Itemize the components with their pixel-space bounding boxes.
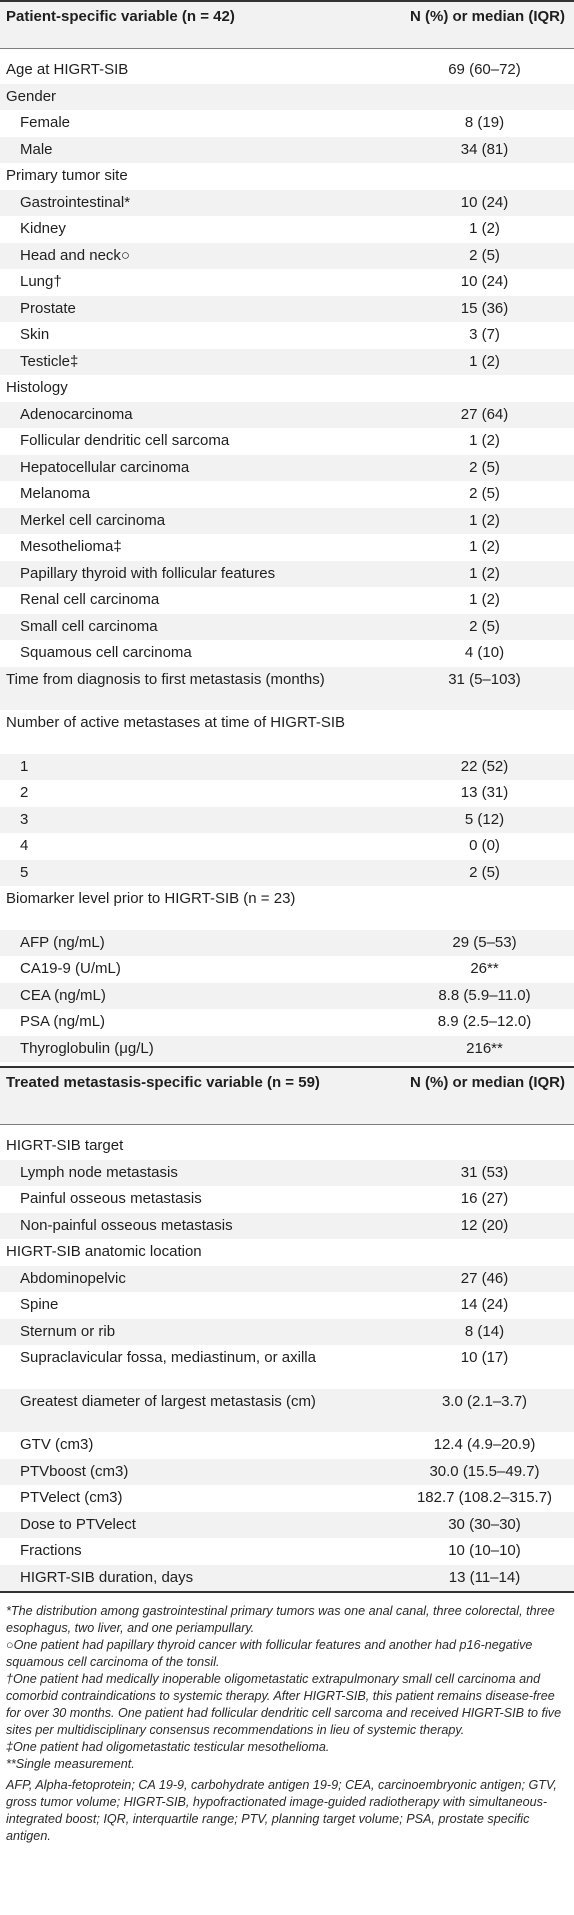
row-label: HIGRT-SIB target [6, 1137, 124, 1154]
row-label: 1 [20, 757, 29, 775]
row-value: 16 (27) [460, 1190, 509, 1207]
row-label: Squamous cell carcinoma [20, 644, 192, 661]
table-row [0, 57, 574, 84]
table-row [0, 930, 574, 957]
row-value: 13 (31) [460, 784, 509, 801]
row-label: Spine [20, 1296, 59, 1313]
row-label: Sternum or rib [20, 1322, 116, 1340]
table-row [0, 508, 574, 535]
footnote: *The distribution among gastrointestinal primary tumors was one anal canal, three colorectal, three esophagus, two liver, and one periampullary. [6, 1604, 555, 1635]
table-row [0, 956, 574, 983]
row-label: Supraclavicular fossa, mediastinum, or axilla [20, 1349, 316, 1366]
table-row [0, 1538, 574, 1565]
patient-header-stat: N (%) or median (IQR) [409, 8, 565, 25]
table-row [0, 269, 574, 296]
row-label: Abdominopelvic [20, 1269, 126, 1287]
table-row [0, 216, 574, 243]
row-label: Female [20, 114, 71, 131]
row-label: PTVboost (cm3) [20, 1462, 129, 1480]
row-label: Small cell carcinoma [20, 617, 158, 635]
row-label: Prostate [20, 299, 76, 317]
row-value: 1 (2) [469, 591, 500, 608]
table-row [0, 190, 574, 217]
row-label: Lung† [20, 273, 62, 290]
row-label: Gender [6, 87, 57, 105]
table-row [0, 1186, 574, 1213]
row-label: CEA (ng/mL) [20, 986, 106, 1004]
row-label: PTVelect (cm3) [20, 1489, 123, 1506]
table-row [0, 322, 574, 349]
table-row [0, 1266, 574, 1293]
row-label: Follicular dendritic cell sarcoma [20, 432, 230, 449]
row-label: GTV (cm3) [20, 1436, 94, 1453]
row-value: 31 (53) [460, 1163, 509, 1181]
row-value: 1 (2) [469, 511, 500, 529]
table-row [0, 1213, 574, 1240]
row-label: PSA (ng/mL) [20, 1013, 106, 1030]
table-row [0, 754, 574, 781]
footnote: ‡One patient had oligometastatic testicular mesothelioma. [6, 1740, 330, 1754]
table-row [0, 983, 574, 1010]
table-row [0, 455, 574, 482]
table-row [0, 561, 574, 588]
row-label: Age at HIGRT-SIB [6, 61, 129, 78]
table-row [0, 710, 574, 754]
row-value: 8 (14) [464, 1322, 505, 1340]
table-row [0, 296, 574, 323]
table-row [0, 614, 574, 641]
row-value: 1 (2) [469, 564, 500, 582]
abbreviations: AFP, Alpha-fetoprotein; CA 19-9, carbohydrate antigen 19-9; CEA, carcinoembryonic antigen; GTV, gross tumor volume; HIGRT-SIB, hypofractionated image-guided radiotherapy with simultaneous-integrated boost; IQR, interquartile range; PTV, planning target volume; PSA, prostate specific antigen. [6, 1778, 557, 1843]
table-row [0, 1319, 574, 1346]
row-value [395, 714, 574, 731]
row-label: Time from diagnosis to first metastasis (months) [6, 670, 325, 688]
row-label: Non-painful osseous metastasis [20, 1216, 233, 1234]
row-label: Painful osseous metastasis [20, 1190, 202, 1207]
row-value: 2 (5) [469, 246, 500, 264]
treated-header-row [0, 1066, 574, 1125]
row-value: 1 (2) [469, 352, 500, 370]
table-row [0, 1036, 574, 1063]
row-label: Fractions [20, 1542, 82, 1559]
row-label: 3 [20, 810, 29, 828]
row-label: 5 [20, 863, 29, 881]
table-row [0, 110, 574, 137]
row-label: Papillary thyroid with follicular features [20, 564, 276, 582]
table-row [0, 886, 574, 930]
table-row [0, 1512, 574, 1539]
table-row [0, 640, 574, 667]
footnote: **Single measurement. [6, 1757, 135, 1771]
treated-header-stat: N (%) or median (IQR) [409, 1074, 565, 1091]
row-value: 3 (7) [469, 326, 500, 343]
header-gap-2 [0, 1125, 574, 1133]
table-row [0, 243, 574, 270]
row-label: Histology [6, 379, 68, 396]
row-value: 10 (10–10) [448, 1542, 521, 1559]
table-row [0, 1239, 574, 1266]
footnote-list [6, 1603, 568, 1773]
row-value: 14 (24) [460, 1296, 509, 1313]
table-row [0, 1345, 574, 1389]
footnote: ○One patient had papillary thyroid cancer with follicular features and another had p16-negative squamous cell carcinoma of the tonsil. [6, 1638, 533, 1669]
table-row [0, 1565, 574, 1592]
row-label: 2 [20, 784, 29, 801]
footnotes [0, 1591, 574, 1845]
table-row [0, 1459, 574, 1486]
row-value: 27 (64) [460, 405, 509, 423]
row-value: 0 (0) [469, 837, 500, 854]
row-label: Kidney [20, 220, 66, 237]
table-row [0, 1432, 574, 1459]
row-value: 5 (12) [464, 810, 505, 828]
table-row [0, 137, 574, 164]
row-label: Mesothelioma‡ [20, 538, 122, 555]
row-value: 12 (20) [460, 1216, 509, 1234]
row-value: 1 (2) [469, 220, 500, 237]
row-value: 2 (5) [469, 863, 500, 881]
row-value: 1 (2) [469, 432, 500, 449]
row-label: Gastrointestinal* [20, 193, 131, 211]
row-value: 69 (60–72) [448, 61, 521, 78]
row-label: AFP (ng/mL) [20, 933, 105, 951]
row-value: 8.9 (2.5–12.0) [437, 1013, 532, 1030]
row-label: Adenocarcinoma [20, 405, 133, 423]
table-row [0, 481, 574, 508]
table-row [0, 1485, 574, 1512]
row-label: Primary tumor site [6, 167, 128, 184]
row-label: HIGRT-SIB duration, days [20, 1568, 194, 1586]
table-row [0, 402, 574, 429]
row-value: 15 (36) [460, 299, 509, 317]
table-row [0, 1133, 574, 1160]
table-row [0, 807, 574, 834]
table-row [0, 667, 574, 711]
row-value: 22 (52) [460, 757, 509, 775]
table-row [0, 860, 574, 887]
row-value: 10 (24) [460, 273, 509, 290]
row-value: 30 (30–30) [448, 1515, 521, 1533]
row-label: Greatest diameter of largest metastasis (cm) [20, 1392, 316, 1410]
row-value: 2 (5) [469, 458, 500, 476]
row-label: CA19-9 (U/mL) [20, 960, 121, 977]
row-value: 2 (5) [469, 617, 500, 635]
row-value: 31 (5–103) [448, 670, 521, 688]
row-label: Biomarker level prior to HIGRT-SIB (n = 23) [6, 890, 296, 907]
row-value: 8.8 (5.9–11.0) [438, 986, 531, 1004]
row-value: 8 (19) [464, 114, 505, 131]
row-value: 34 (81) [460, 140, 509, 158]
row-value: 216** [466, 1039, 503, 1057]
row-label: HIGRT-SIB anatomic location [6, 1243, 202, 1260]
row-label: Skin [20, 326, 50, 343]
row-value: 10 (24) [460, 193, 509, 211]
row-value: 12.4 (4.9–20.9) [433, 1436, 536, 1453]
footnote: †One patient had medically inoperable oligometastatic extrapulmonary small cell carcinoma and comorbid contraindications to systemic therapy. After HIGRT-SIB, this patient remains disease-free for over 30 months. One patient had follicular dendritic cell sarcoma and received HIGRT-SIB to five sites per multidisciplinary consensus recommendations in lieu of systemic therapy. [6, 1672, 562, 1737]
table-row [0, 833, 574, 860]
row-label: Male [20, 140, 53, 158]
table-row [0, 587, 574, 614]
row-value: 27 (46) [460, 1269, 509, 1287]
row-label: Merkel cell carcinoma [20, 511, 166, 529]
table-row [0, 375, 574, 402]
row-label: Melanoma [20, 485, 91, 502]
table-row [0, 534, 574, 561]
patient-rows [0, 57, 574, 1062]
patient-header-variable: Patient-specific variable (n = 42) [6, 8, 235, 25]
row-value: 10 (17) [460, 1349, 509, 1366]
row-label: Renal cell carcinoma [20, 591, 160, 608]
row-value: 182.7 (108.2–315.7) [416, 1489, 553, 1506]
row-value: 29 (5–53) [452, 933, 517, 951]
row-value: 3.0 (2.1–3.7) [441, 1392, 528, 1410]
table-row [0, 84, 574, 111]
table-row [0, 1160, 574, 1187]
row-label: Testicle‡ [20, 352, 79, 370]
table-row [0, 428, 574, 455]
table-row [0, 1009, 574, 1036]
row-label: Hepatocellular carcinoma [20, 458, 190, 476]
row-label: Head and neck○ [20, 246, 130, 264]
table-row [0, 780, 574, 807]
row-value: 1 (2) [469, 538, 500, 555]
row-value: 30.0 (15.5–49.7) [429, 1462, 540, 1480]
row-value: 4 (10) [464, 644, 505, 661]
patient-header-row [0, 0, 574, 49]
row-value: 13 (11–14) [448, 1568, 521, 1586]
row-label: Thyroglobulin (μg/L) [20, 1039, 154, 1057]
row-value [395, 890, 574, 907]
treated-rows [0, 1133, 574, 1591]
row-label: Number of active metastases at time of HIGRT-SIB [6, 714, 346, 731]
row-label: Dose to PTVelect [20, 1515, 136, 1533]
table-row [0, 1389, 574, 1433]
row-value: 26** [470, 960, 499, 977]
table-row [0, 349, 574, 376]
header-gap [0, 49, 574, 57]
table-row [0, 1292, 574, 1319]
row-value: 2 (5) [469, 485, 500, 502]
row-label: Lymph node metastasis [20, 1163, 178, 1181]
treated-header-variable: Treated metastasis-specific variable (n = 59) [6, 1074, 320, 1091]
row-label: 4 [20, 837, 29, 854]
table-row [0, 163, 574, 190]
